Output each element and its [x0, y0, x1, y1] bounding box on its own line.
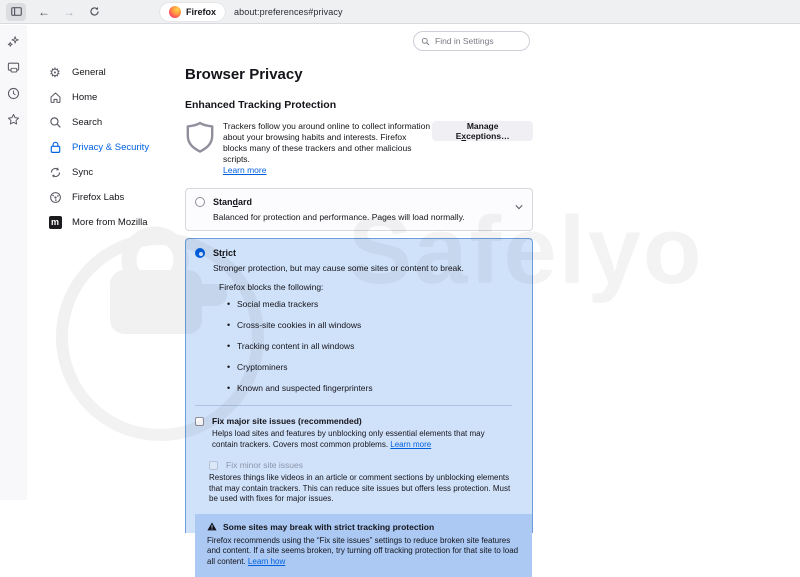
settings-sidebar — [40, 60, 185, 235]
forward-arrow-icon: → — [63, 6, 75, 18]
browser-toolbar — [0, 0, 800, 24]
divider — [195, 405, 512, 406]
sidebar-item-home[interactable] — [40, 85, 185, 110]
etp-intro-paragraph: Trackers follow you around online to collect information about your browsing habits and interests. Firefox blocks many of these trackers and other malicious scripts. — [223, 121, 430, 164]
back-arrow-icon: ← — [38, 6, 50, 18]
forward-button[interactable] — [59, 3, 79, 21]
strict-blocked-list — [227, 299, 522, 404]
back-button[interactable] — [34, 3, 54, 21]
ai-chat-button[interactable] — [6, 33, 22, 49]
star-icon — [7, 113, 20, 126]
sidebar-item-firefox-labs[interactable] — [40, 185, 185, 210]
url-text[interactable]: about:preferences#privacy — [234, 7, 343, 17]
strict-label: Strict — [213, 248, 236, 258]
clock-icon — [7, 87, 20, 100]
standard-option-card[interactable] — [185, 188, 533, 231]
gear-icon: ⚙ — [48, 66, 62, 80]
strict-warning-box — [195, 514, 532, 577]
home-icon — [48, 91, 62, 105]
reload-button[interactable] — [84, 3, 104, 21]
fix-minor-description: Restores things like videos in an article or comment sections by unblocking elements that may contain trackers. This can reduce site issues but offers less protection. Must be used with fixes for major issues. — [209, 473, 512, 505]
warning-title: Some sites may break with strict tracking protection — [223, 522, 434, 532]
sidebar-icon — [11, 7, 22, 16]
warning-icon — [207, 522, 217, 531]
flask-icon — [48, 191, 62, 205]
reload-icon — [89, 6, 100, 17]
strict-option-card[interactable] — [185, 238, 533, 533]
privacy-settings-panel — [185, 60, 533, 533]
sidebar-item-label: Privacy & Security — [72, 142, 149, 153]
standard-radio[interactable] — [195, 197, 205, 207]
history-button[interactable] — [6, 85, 22, 101]
browser-side-rail — [0, 25, 27, 500]
chevron-down-icon[interactable] — [515, 197, 523, 215]
standard-label: Standard — [213, 197, 252, 207]
shield-icon — [185, 121, 217, 176]
etp-learn-more-link[interactable]: Learn more — [223, 165, 266, 175]
device-tabs-icon — [7, 61, 20, 74]
manage-exceptions-button[interactable]: Manage Exceptions… — [432, 121, 533, 141]
bookmarks-button[interactable] — [6, 111, 22, 127]
url-bar-site-label: Firefox — [186, 7, 216, 17]
strict-radio[interactable] — [195, 248, 205, 258]
fix-minor-checkbox — [209, 461, 218, 470]
sidebar-item-more-from-mozilla[interactable] — [40, 210, 185, 235]
mozilla-icon: m — [48, 216, 62, 230]
strict-description: Stronger protection, but may cause some sites or content to break. — [213, 263, 522, 273]
page-title: Browser Privacy — [185, 66, 533, 83]
standard-description: Balanced for protection and performance. Pages will load normally. — [213, 212, 522, 222]
fix-major-description: Helps load sites and features by unblocking only essential elements that may contain trackers. Covers most common problems. Learn more — [212, 429, 512, 450]
sidebar-item-search[interactable] — [40, 110, 185, 135]
sidebar-item-general[interactable] — [40, 60, 185, 85]
fix-major-row — [195, 416, 522, 426]
lock-icon — [48, 141, 62, 155]
sidebar-item-label: Search — [72, 117, 102, 128]
firefox-logo-icon — [169, 6, 181, 18]
warning-learn-how-link[interactable]: Learn how — [248, 557, 285, 566]
blocked-item: • Tracking content in all windows — [227, 341, 522, 362]
find-in-settings-input[interactable] — [435, 36, 525, 46]
sidebar-item-label: Sync — [72, 167, 93, 178]
warning-body: Firefox recommends using the “Fix site issues” settings to reduce broken site features and content. If a site seems broken, try turning off tracking protection for that site to load all content. Learn how — [207, 536, 520, 568]
blocked-item: • Known and suspected fingerprinters — [227, 383, 522, 404]
sidebar-item-label: Firefox Labs — [72, 192, 124, 203]
find-in-settings — [413, 31, 530, 51]
sync-icon — [48, 166, 62, 180]
search-icon — [421, 37, 430, 46]
sidebar-item-label: More from Mozilla — [72, 217, 148, 228]
blocked-item: • Cross-site cookies in all windows — [227, 320, 522, 341]
sidebar-toggle-button[interactable] — [6, 3, 26, 21]
sidebar-item-label: Home — [72, 92, 97, 103]
fix-minor-label: Fix minor site issues — [226, 460, 303, 470]
url-bar[interactable] — [160, 3, 225, 21]
sidebar-item-privacy-security[interactable] — [40, 135, 185, 160]
sidebar-item-sync[interactable] — [40, 160, 185, 185]
synced-tabs-button[interactable] — [6, 59, 22, 75]
etp-intro-row — [185, 121, 533, 176]
blocked-item: • Cryptominers — [227, 362, 522, 383]
fix-minor-row — [209, 460, 522, 470]
blocked-item: • Social media trackers — [227, 299, 522, 320]
sidebar-item-label: General — [72, 67, 106, 78]
fix-major-learn-more-link[interactable]: Learn more — [390, 440, 431, 449]
fix-major-label: Fix major site issues (recommended) — [212, 416, 362, 426]
search-icon — [48, 116, 62, 130]
sparkle-icon — [7, 35, 20, 48]
etp-section-title: Enhanced Tracking Protection — [185, 99, 533, 111]
etp-intro-text — [223, 121, 432, 176]
fix-major-checkbox[interactable] — [195, 417, 204, 426]
strict-blocks-intro: Firefox blocks the following: — [219, 282, 522, 292]
